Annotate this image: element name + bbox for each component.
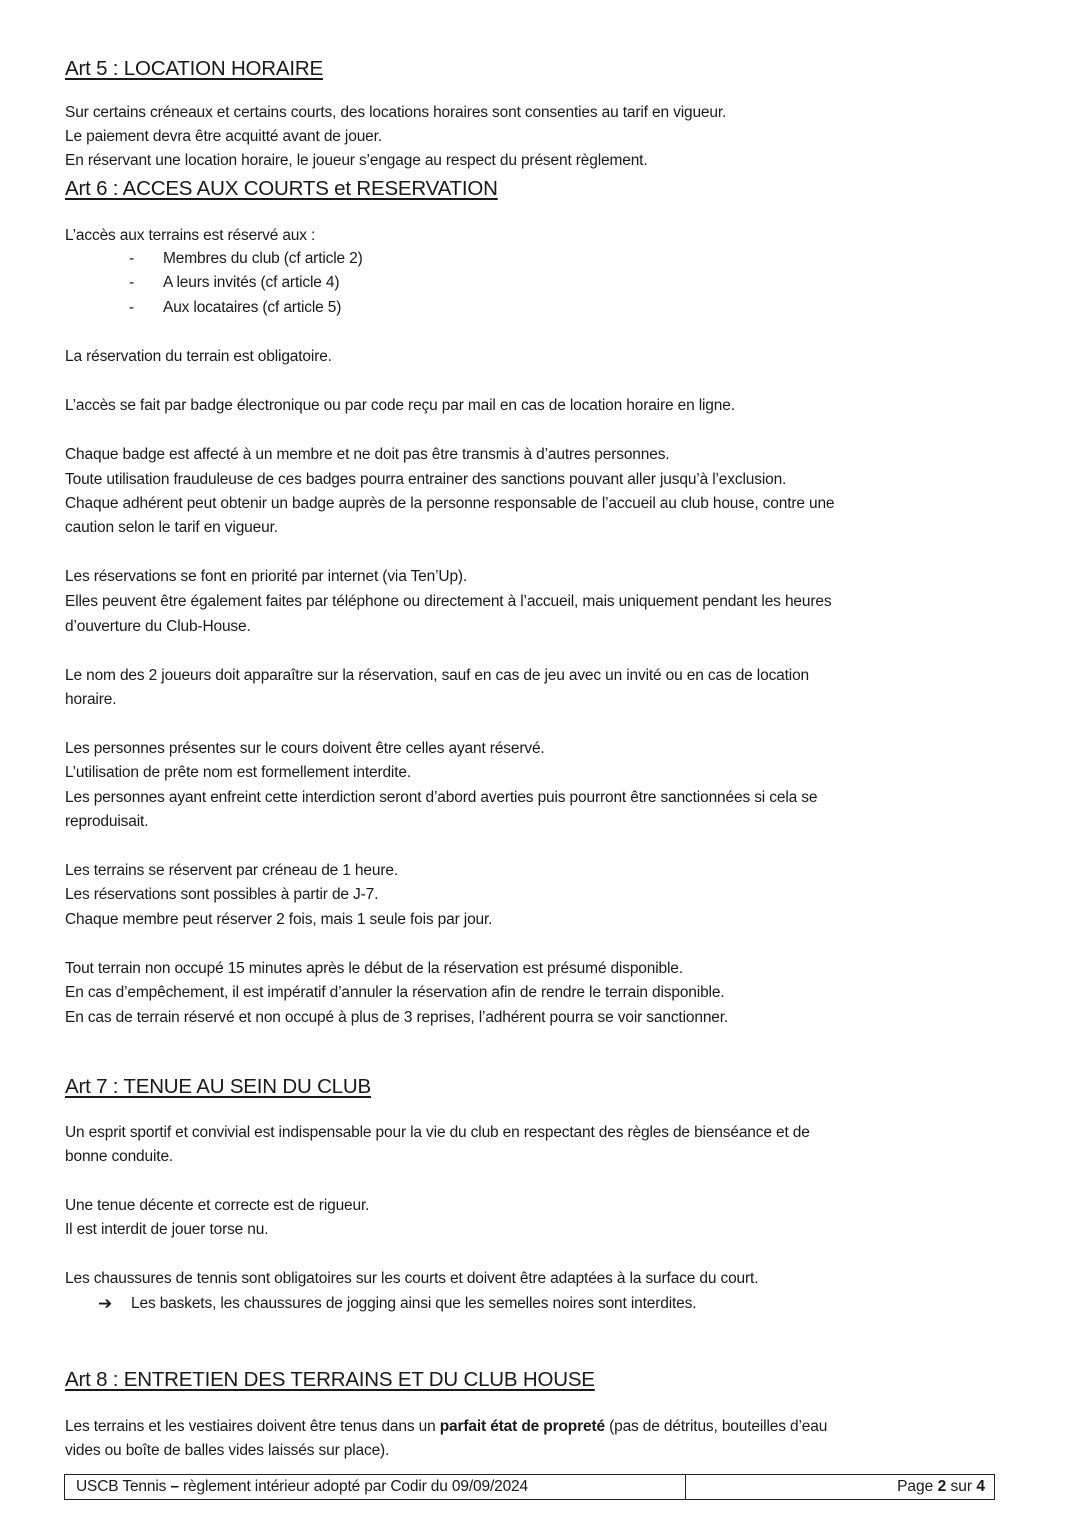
art6-terrains-line-3: Chaque membre peut réserver 2 fois, mais 1 seule fois par jour. xyxy=(65,911,493,928)
art6-reservations-line-1: Les réservations se font en priorité par internet (via Ten’Up). xyxy=(65,568,468,585)
art6-tout-line-2: En cas d’empêchement, il est impératif d’annuler la réservation afin de rendre le terrain disponible. xyxy=(65,984,725,1001)
art8-line-1-pre: Les terrains et les vestiaires doivent être tenus dans un xyxy=(65,1418,440,1435)
art8-line-1-post: (pas de détritus, bouteilles d’eau xyxy=(604,1418,828,1435)
art6-tout-line-1: Tout terrain non occupé 15 minutes après le début de la réservation est présumé disponible. xyxy=(65,960,683,977)
footer-org: USCB Tennis xyxy=(76,1478,171,1495)
art6-badge-line-2: Toute utilisation frauduleuse de ces badges pourra entrainer des sanctions pouvant aller jusqu’à l’exclusion. xyxy=(65,471,787,488)
page-footer xyxy=(64,1474,995,1500)
art7-esprit-line-1: Un esprit sportif et convivial est indispensable pour la vie du club en respectant des règles de bienséance et de xyxy=(65,1124,810,1141)
list-item: A leurs invités (cf article 4) xyxy=(163,274,340,291)
bullet-dash-icon: - xyxy=(129,274,135,291)
art6-reservation-mandatory: La réservation du terrain est obligatoire. xyxy=(65,348,332,365)
art5-line-3: En réservant une location horaire, le joueur s’engage au respect du présent règlement. xyxy=(65,152,648,169)
art8-line-2: vides ou boîte de balles vides laissés sur place). xyxy=(65,1442,390,1459)
art7-tenue-line-1: Une tenue décente et correcte est de rigueur. xyxy=(65,1197,370,1214)
art6-reservations-line-2: Elles peuvent être également faites par téléphone ou directement à l’accueil, mais uniquement pendant les heures xyxy=(65,593,832,610)
art6-badge-line-3: Chaque adhérent peut obtenir un badge auprès de la personne responsable de l’accueil au club house, contre une xyxy=(65,495,835,512)
art8-line-1-bold: parfait état de propreté xyxy=(439,1418,605,1435)
art7-esprit-line-2: bonne conduite. xyxy=(65,1148,174,1165)
art6-heading: Art 6 : ACCES AUX COURTS et RESERVATION xyxy=(65,177,498,200)
bullet-dash-icon: - xyxy=(129,299,135,316)
footer-dash: – xyxy=(170,1478,179,1495)
arrow-right-icon: ➔ xyxy=(98,1294,113,1313)
art6-nom-line-1: Le nom des 2 joueurs doit apparaître sur la réservation, sauf en cas de jeu avec un invité ou en cas de location xyxy=(65,667,810,684)
art5-line-2: Le paiement devra être acquitté avant de jouer. xyxy=(65,128,382,145)
page-current: 2 xyxy=(937,1478,947,1495)
art6-terrains-line-1: Les terrains se réservent par créneau de 1 heure. xyxy=(65,862,398,879)
page-label: Page xyxy=(897,1478,938,1495)
art8-heading: Art 8 : ENTRETIEN DES TERRAINS ET DU CLUB HOUSE xyxy=(65,1368,595,1391)
footer-page-number xyxy=(686,1475,994,1499)
art6-personnes-line-3: Les personnes ayant enfreint cette interdiction seront d’abord averties puis pourront être sanctionnées si cela se xyxy=(65,789,818,806)
art6-terrains-line-2: Les réservations sont possibles à partir de J-7. xyxy=(65,886,379,903)
art6-intro: L’accès aux terrains est réservé aux : xyxy=(65,227,316,244)
art6-access-method: L’accès se fait par badge électronique ou par code reçu par mail en cas de location horaire en ligne. xyxy=(65,397,735,414)
art6-personnes-line-4: reproduisait. xyxy=(65,813,149,830)
art6-badge-line-4: caution selon le tarif en vigueur. xyxy=(65,519,278,536)
page-total: 4 xyxy=(976,1478,985,1495)
page-sep: sur xyxy=(946,1478,977,1495)
art7-heading: Art 7 : TENUE AU SEIN DU CLUB xyxy=(65,1075,371,1098)
art6-badge-line-1: Chaque badge est affecté à un membre et ne doit pas être transmis à d’autres personnes. xyxy=(65,446,670,463)
art6-personnes-line-1: Les personnes présentes sur le cours doivent être celles ayant réservé. xyxy=(65,740,545,757)
list-item: Les baskets, les chaussures de jogging ainsi que les semelles noires sont interdites. xyxy=(131,1295,697,1312)
list-item: Aux locataires (cf article 5) xyxy=(163,299,342,316)
list-item: Membres du club (cf article 2) xyxy=(163,250,363,267)
art6-reservations-line-3: d’ouverture du Club-House. xyxy=(65,618,251,635)
art6-tout-line-3: En cas de terrain réservé et non occupé à plus de 3 reprises, l’adhérent pourra se voir sanctionner. xyxy=(65,1009,729,1026)
art5-heading: Art 5 : LOCATION HORAIRE xyxy=(65,57,323,80)
art7-tenue-line-2: Il est interdit de jouer torse nu. xyxy=(65,1221,269,1238)
footer-document-info xyxy=(65,1475,686,1499)
art6-nom-line-2: horaire. xyxy=(65,691,117,708)
art7-chaussures: Les chaussures de tennis sont obligatoires sur les courts et doivent être adaptées à la surface du court. xyxy=(65,1270,759,1287)
art5-line-1: Sur certains créneaux et certains courts, des locations horaires sont consenties au tarif en vigueur. xyxy=(65,104,727,121)
footer-desc: règlement intérieur adopté par Codir du 09/09/2024 xyxy=(178,1478,528,1495)
art8-line-1 xyxy=(65,1417,827,1437)
art6-personnes-line-2: L’utilisation de prête nom est formellement interdite. xyxy=(65,764,412,781)
bullet-dash-icon: - xyxy=(129,250,135,267)
